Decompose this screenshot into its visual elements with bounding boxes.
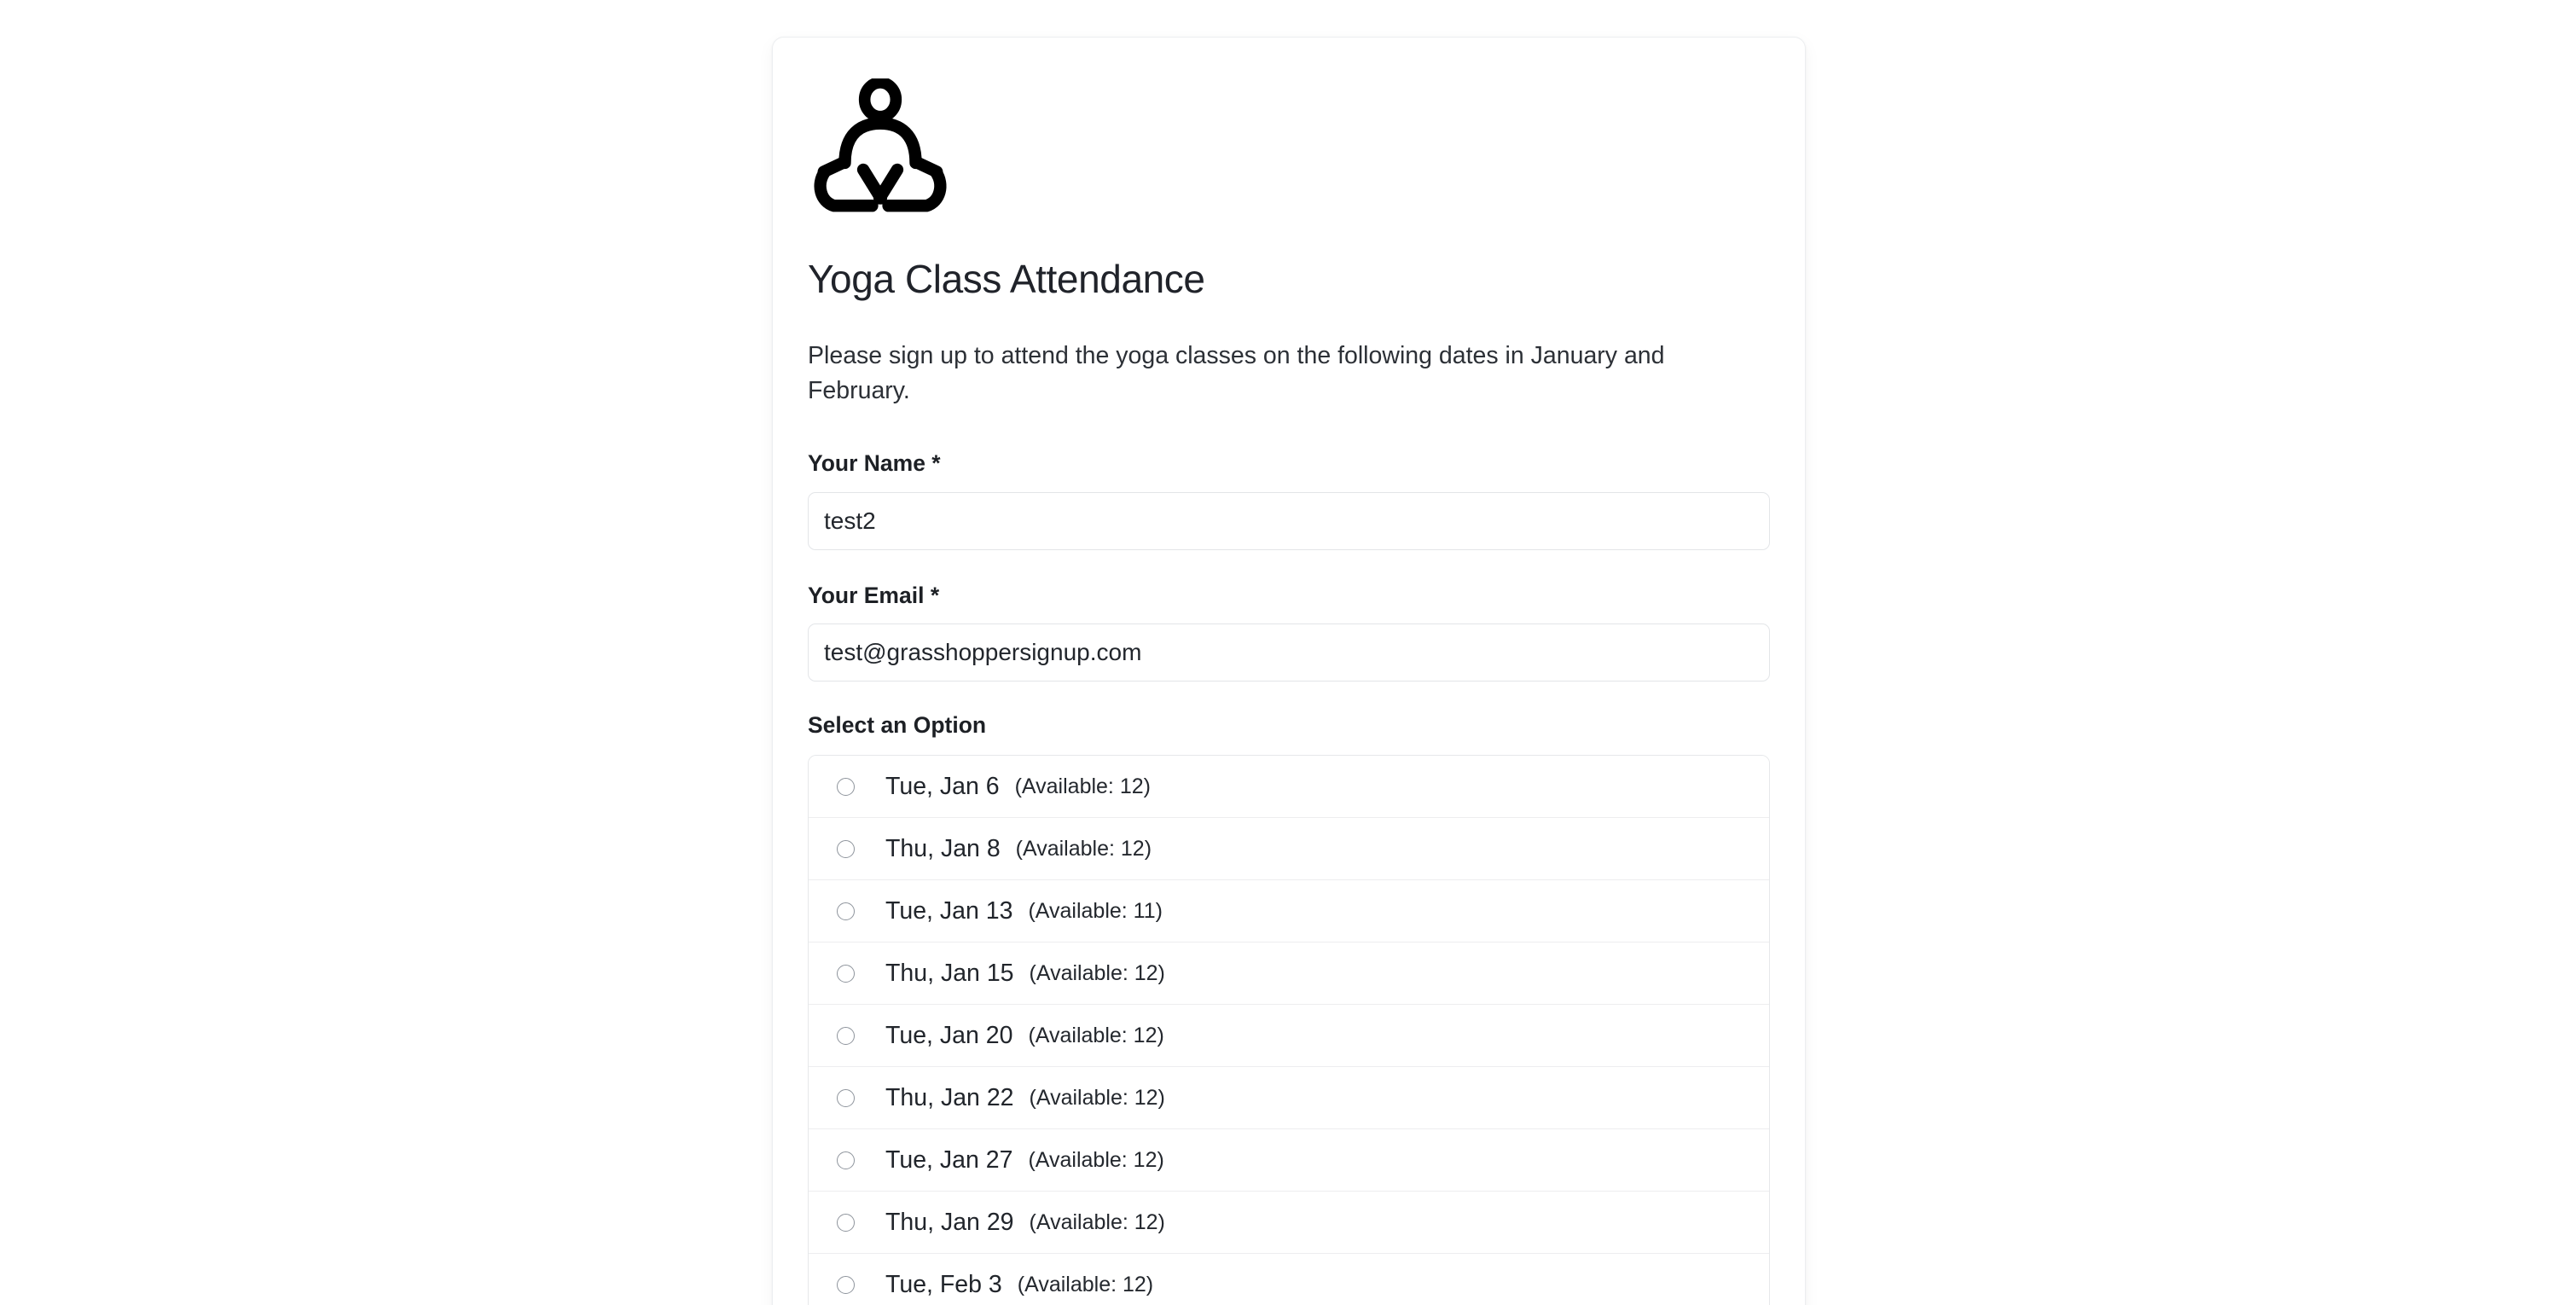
- option-availability-label: (Available: 12): [1015, 836, 1152, 861]
- radio-button-icon[interactable]: [837, 965, 855, 983]
- option-row[interactable]: [809, 880, 1769, 942]
- option-date-label: Tue, Jan 6: [885, 772, 1000, 800]
- option-row[interactable]: [809, 756, 1769, 818]
- radio-button-icon[interactable]: [837, 902, 855, 920]
- page-title: Yoga Class Attendance: [808, 257, 1205, 301]
- option-row[interactable]: [809, 818, 1769, 880]
- option-availability-label: (Available: 12): [1014, 774, 1151, 798]
- option-date-label: Tue, Feb 3: [885, 1271, 1002, 1299]
- option-date-label: Thu, Jan 8: [885, 834, 1001, 862]
- form-description: Please sign up to attend the yoga classes on the following dates in January and February.: [808, 341, 1665, 405]
- signup-form-card: [772, 37, 1806, 1305]
- radio-button-icon[interactable]: [837, 840, 855, 858]
- option-selection-group: [808, 712, 1770, 1305]
- radio-button-icon[interactable]: [837, 1214, 855, 1232]
- option-date-label: Thu, Jan 29: [885, 1208, 1014, 1236]
- option-row[interactable]: [809, 1067, 1769, 1129]
- field-your-name: [808, 450, 1770, 550]
- your-email-label: Your Email *: [808, 582, 940, 608]
- option-list: [808, 755, 1770, 1305]
- option-date-label: Thu, Jan 15: [885, 959, 1014, 987]
- your-name-input[interactable]: [808, 492, 1770, 550]
- option-row[interactable]: [809, 1005, 1769, 1067]
- option-availability-label: (Available: 12): [1028, 1147, 1164, 1172]
- field-your-email: [808, 583, 1770, 682]
- option-date-label: Thu, Jan 22: [885, 1083, 1014, 1111]
- radio-button-icon[interactable]: [837, 1276, 855, 1294]
- option-row[interactable]: [809, 942, 1769, 1005]
- select-an-option-label: Select an Option: [808, 712, 987, 739]
- option-availability-label: (Available: 12): [1029, 1209, 1165, 1234]
- option-row[interactable]: [809, 1254, 1769, 1305]
- option-availability-label: (Available: 11): [1028, 898, 1163, 923]
- form-content: [773, 78, 1805, 1305]
- option-date-label: Tue, Jan 20: [885, 1021, 1013, 1049]
- your-name-label: Your Name *: [808, 450, 941, 476]
- your-email-input[interactable]: [808, 624, 1770, 682]
- option-date-label: Tue, Jan 13: [885, 896, 1013, 925]
- option-row[interactable]: [809, 1129, 1769, 1192]
- option-availability-label: (Available: 12): [1028, 1023, 1164, 1047]
- option-row[interactable]: [809, 1192, 1769, 1254]
- radio-button-icon[interactable]: [837, 1027, 855, 1045]
- radio-button-icon[interactable]: [837, 778, 855, 796]
- option-availability-label: (Available: 12): [1017, 1273, 1154, 1297]
- option-date-label: Tue, Jan 27: [885, 1146, 1013, 1174]
- yoga-lotus-pose-icon: [812, 78, 949, 220]
- option-availability-label: (Available: 12): [1029, 1085, 1165, 1110]
- option-availability-label: (Available: 12): [1029, 960, 1165, 985]
- radio-button-icon[interactable]: [837, 1089, 855, 1107]
- radio-button-icon[interactable]: [837, 1151, 855, 1169]
